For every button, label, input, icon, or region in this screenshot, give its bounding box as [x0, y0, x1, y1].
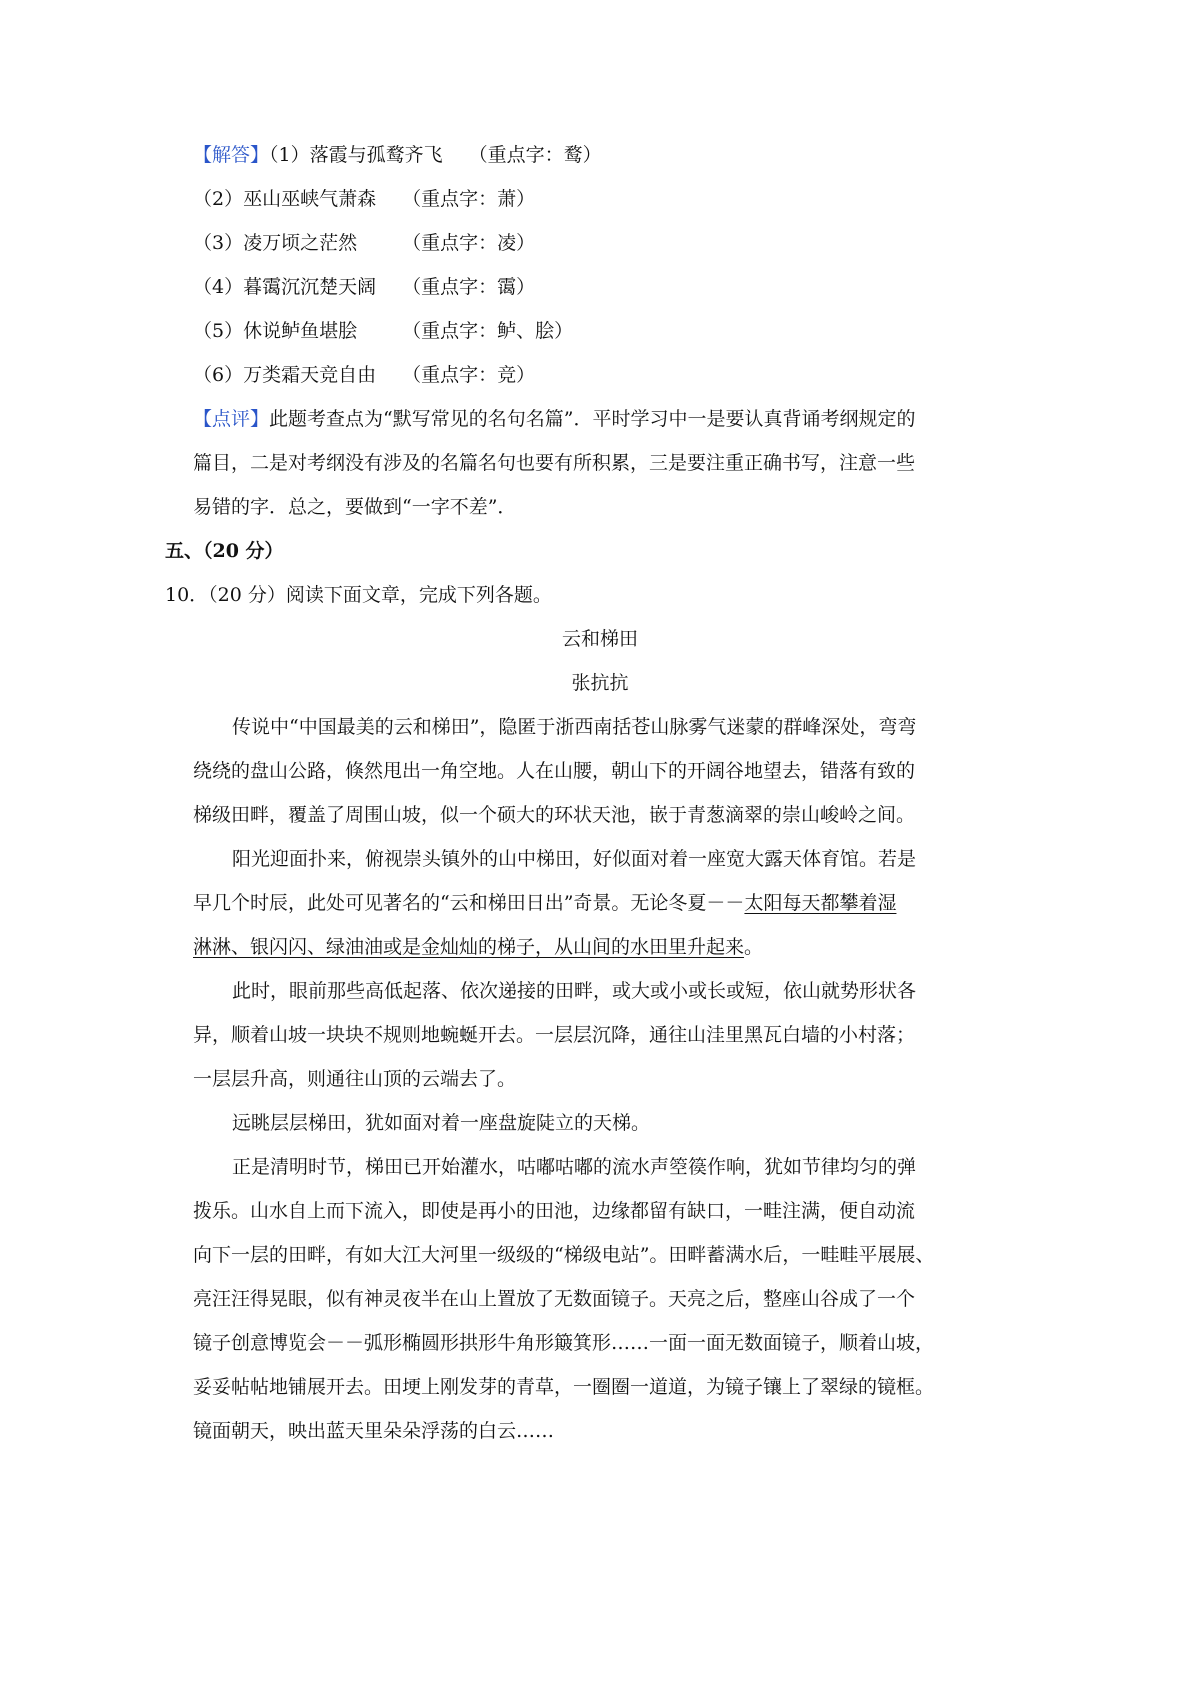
- p5-line-4: 亮汪汪得晃眼，似有神灵夜半在山上置放了无数面镜子。天亮之后，整座山谷成了一个: [193, 1288, 916, 1310]
- answer-item-note: （重点字：鲈、脍）: [402, 320, 574, 342]
- p5-line-3: 向下一层的田畔，有如大江大河里一级级的“梯级电站”。田畔蓄满水后，一畦畦平展展、: [193, 1244, 935, 1266]
- answer-line-1: [193, 141, 602, 169]
- answer-item-note: （重点字：凌）: [402, 232, 536, 254]
- answer-item-note: （重点字：霭）: [402, 276, 536, 298]
- p5-line-1: 正是清明时节，梯田已开始灌水，咕嘟咕嘟的流水声箜篌作响，犹如节律均匀的弹: [232, 1156, 917, 1178]
- question-text: 10．（20 分）阅读下面文章，完成下列各题。: [165, 584, 552, 606]
- answer-item-text: （5）休说鲈鱼堪脍: [193, 320, 358, 342]
- comment-line-1: [193, 405, 915, 433]
- p2-line-3-plain: 。: [744, 936, 764, 958]
- p2-line-1: 阳光迎面扑来，俯视崇头镇外的山中梯田，好似面对着一座宽大露天体育馆。若是: [232, 848, 917, 870]
- section-title: 五、（20 分）: [165, 540, 284, 562]
- p2-underlined-text-b: 淋淋、银闪闪、绿油油或是金灿灿的梯子，从山间的水田里升起来: [193, 936, 745, 958]
- answer-line-6: [193, 361, 535, 389]
- answer-item-text: （1）落霞与孤鹜齐飞: [269, 144, 443, 166]
- p2-line-2-plain: 早几个时辰，此处可见著名的“云和梯田日出”奇景。无论冬夏－－: [193, 892, 745, 914]
- p1-line-3: 梯级田畔，覆盖了周围山坡，似一个硕大的环状天池，嵌于青葱滴翠的崇山峻岭之间。: [193, 804, 916, 826]
- p3-line-2: 异，顺着山坡一块块不规则地蜿蜒开去。一层层沉降，通往山洼里黑瓦白墙的小村落；: [193, 1024, 916, 1046]
- p1-line-2: 绕绕的盘山公路，倏然甩出一角空地。人在山腰，朝山下的开阔谷地望去，错落有致的: [193, 760, 916, 782]
- comment-line-2: 篇目，二是对考纲没有涉及的名篇名句也要有所积累，三是要注重正确书写，注意一些: [193, 452, 916, 474]
- answer-line-5: [193, 317, 573, 345]
- comment-tag: 【点评】: [193, 408, 270, 430]
- answer-item-note: （重点字：萧）: [402, 188, 536, 210]
- p2-line-3: [193, 933, 763, 961]
- comment-line-3: 易错的字．总之，要做到“一字不差”．: [193, 496, 517, 518]
- answer-line-4: [193, 273, 535, 301]
- p4-line-1: 远眺层层梯田，犹如面对着一座盘旋陡立的天梯。: [232, 1112, 651, 1134]
- answer-line-3: [193, 229, 535, 257]
- p3-line-3: 一层层升高，则通往山顶的云端去了。: [193, 1068, 517, 1090]
- comment-text: 此题考查点为“默写常见的名句名篇”．平时学习中一是要认真背诵考纲规定的: [269, 408, 916, 430]
- answer-tag: 【解答】: [193, 144, 270, 166]
- p1-line-1: 传说中“中国最美的云和梯田”，隐匿于浙西南括苍山脉雾气迷蒙的群峰深处，弯弯: [232, 716, 917, 738]
- answer-item-note: （重点字：竞）: [402, 364, 536, 386]
- answer-item-text: （4）暮霭沉沉楚天阔: [193, 276, 377, 298]
- answer-item-note: （重点字：鹜）: [468, 144, 602, 166]
- article-title: 云和梯田: [561, 628, 638, 650]
- p2-underlined-text-a: 太阳每天都攀着湿: [744, 892, 897, 914]
- p5-line-6: 妥妥帖帖地铺展开去。田埂上刚发芽的青草，一圈圈一道道，为镜子镶上了翠绿的镜框。: [193, 1376, 935, 1398]
- p5-line-7: 镜面朝天，映出蓝天里朵朵浮荡的白云……: [193, 1420, 555, 1442]
- p5-line-5: 镜子创意博览会－－弧形椭圆形拱形牛角形簸箕形……一面一面无数面镜子，顺着山坡，: [193, 1332, 935, 1354]
- answer-item-text: （6）万类霜天竞自由: [193, 364, 377, 386]
- p5-line-2: 拨乐。山水自上而下流入，即使是再小的田池，边缘都留有缺口，一畦注满，便自动流: [193, 1200, 916, 1222]
- answer-line-2: [193, 185, 535, 213]
- article-author: 张抗抗: [571, 672, 629, 694]
- p2-line-2: [193, 889, 896, 917]
- answer-item-text: （2）巫山巫峡气萧森: [193, 188, 377, 210]
- answer-item-text: （3）凌万顷之茫然: [193, 232, 358, 254]
- p3-line-1: 此时，眼前那些高低起落、依次递接的田畔，或大或小或长或短，依山就势形状各: [232, 980, 917, 1002]
